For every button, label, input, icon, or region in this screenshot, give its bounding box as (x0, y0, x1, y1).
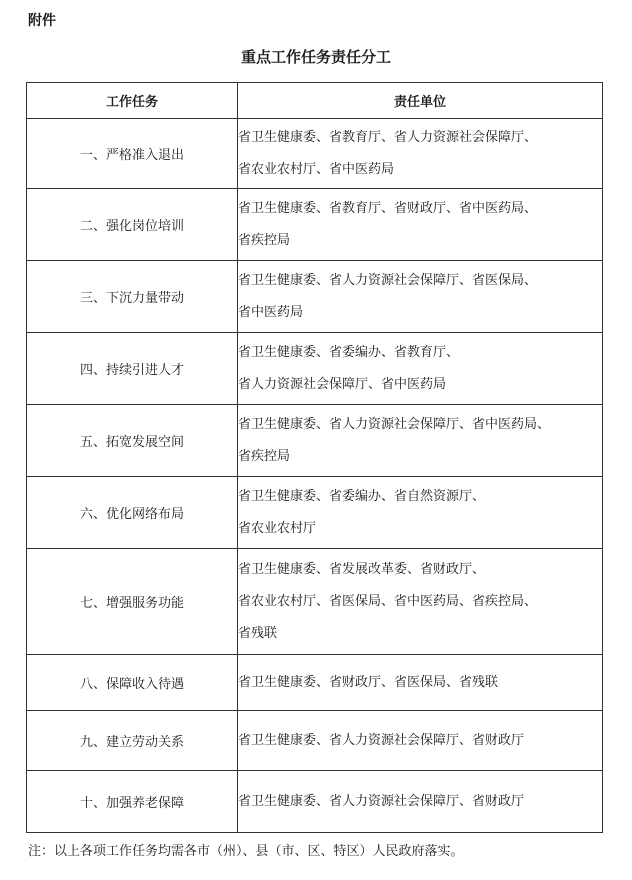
units-cell (238, 261, 603, 333)
table-row (27, 333, 603, 405)
unit-line: 省卫生健康委、省委编办、省自然资源厅、 (238, 488, 486, 504)
units-cell (238, 405, 603, 477)
task-cell: 七、增强服务功能 (27, 549, 238, 655)
unit-line: 省卫生健康委、省教育厅、省财政厅、省中医药局、 (238, 200, 538, 216)
task-cell: 五、拓宽发展空间 (27, 405, 238, 477)
document-title: 重点工作任务责任分工 (240, 48, 391, 66)
units-cell (238, 711, 603, 771)
units-cell (238, 333, 603, 405)
table-row (27, 549, 603, 655)
table-row (27, 261, 603, 333)
task-cell: 四、持续引进人才 (27, 333, 238, 405)
unit-line: 省农业农村厅 (238, 520, 317, 536)
unit-line: 省卫生健康委、省人力资源社会保障厅、省财政厅 (238, 732, 525, 748)
task-cell: 三、下沉力量带动 (27, 261, 238, 333)
header-task: 工作任务 (27, 83, 238, 119)
unit-line: 省农业农村厅、省中医药局 (238, 161, 395, 177)
footnote: 注：以上各项工作任务均需各市（州）、县（市、区、特区）人民政府落实。 (28, 844, 464, 859)
task-cell: 二、强化岗位培训 (27, 189, 238, 261)
task-responsibility-table (26, 82, 603, 833)
table-row (27, 655, 603, 711)
unit-line: 省卫生健康委、省财政厅、省医保局、省残联 (238, 674, 499, 690)
unit-line: 省卫生健康委、省委编办、省教育厅、 (238, 344, 460, 360)
units-cell (238, 189, 603, 261)
table-row (27, 405, 603, 477)
table-body (27, 119, 603, 833)
unit-line: 省疾控局 (238, 448, 291, 464)
unit-line: 省卫生健康委、省人力资源社会保障厅、省财政厅 (238, 793, 525, 809)
task-cell: 九、建立劳动关系 (27, 711, 238, 771)
table-row (27, 771, 603, 833)
unit-line: 省卫生健康委、省教育厅、省人力资源社会保障厅、 (238, 129, 538, 145)
units-cell (238, 549, 603, 655)
unit-line: 省疾控局 (238, 232, 291, 248)
table-header-row (27, 83, 603, 119)
unit-line: 省残联 (238, 625, 278, 641)
units-cell (238, 655, 603, 711)
table-row (27, 119, 603, 189)
units-cell (238, 119, 603, 189)
units-cell (238, 771, 603, 833)
task-cell: 八、保障收入待遇 (27, 655, 238, 711)
unit-line: 省中医药局 (238, 304, 304, 320)
units-cell (238, 477, 603, 549)
header-units: 责任单位 (238, 83, 603, 119)
table-row (27, 189, 603, 261)
unit-line: 省人力资源社会保障厅、省中医药局 (238, 376, 447, 392)
task-cell: 十、加强养老保障 (27, 771, 238, 833)
unit-line: 省卫生健康委、省人力资源社会保障厅、省医保局、 (238, 272, 538, 288)
task-cell: 一、严格准入退出 (27, 119, 238, 189)
table-row (27, 477, 603, 549)
unit-line: 省农业农村厅、省医保局、省中医药局、省疾控局、 (238, 593, 538, 609)
unit-line: 省卫生健康委、省发展改革委、省财政厅、 (238, 561, 486, 577)
attachment-label: 附件 (28, 13, 56, 29)
table-row (27, 711, 603, 771)
task-cell: 六、优化网络布局 (27, 477, 238, 549)
unit-line: 省卫生健康委、省人力资源社会保障厅、省中医药局、 (238, 416, 551, 432)
